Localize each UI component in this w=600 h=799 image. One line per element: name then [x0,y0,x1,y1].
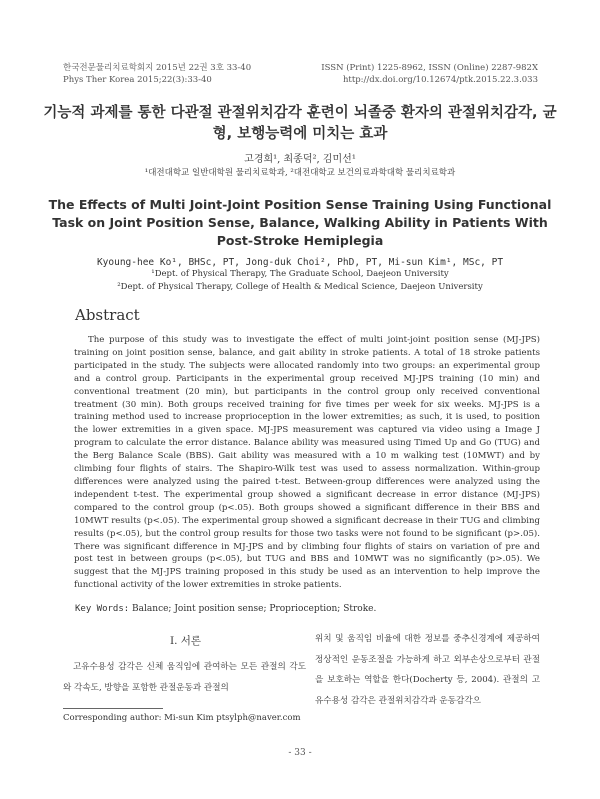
authors-korean: 고경희¹, 최종덕², 김미선¹ [244,154,356,165]
intro-right-column: 위치 및 움직임 비율에 대한 정보를 중추신경계에 제공하여 정상적인 운동조절을 가능하게 하고 외부손상으로부터 관절을 보호하는 역할을 한다(Docherty 등, 2004). 관절의 고유수용성 감각은 관절위치감각과 운동감각으 [315,634,540,706]
page-number: - 33 - [288,748,312,758]
footnote-divider [63,708,163,709]
journal-name-english: Phys Ther Korea 2015;22(3):33-40 [63,75,212,85]
keywords-text: Balance; Joint position sense; Proprioception; Stroke. [129,604,377,614]
affiliations-korean: ¹대전대학교 일반대학원 물리치료학과, ²대전대학교 보건의료과학대학 물리치료학과 [144,168,456,178]
journal-header-left [63,62,251,86]
keywords [75,604,376,614]
keywords-label: Key Words: [75,604,130,614]
affiliation-english-2: ²Dept. of Physical Therapy, College of Health & Medical Science, Daejeon University [117,282,483,292]
section-heading-introduction: Ⅰ. 서론 [169,635,202,647]
authors-english: Kyoung-hee Ko¹, BHSc, PT, Jong-duk Choi², PhD, PT, Mi-sun Kim¹, MSc, PT [96,257,504,268]
issn-info: ISSN (Print) 1225-8962, ISSN (Online) 2287-982X [321,63,538,73]
journal-header-right [321,62,538,86]
journal-name-korean: 한국전문물리치료학회지 2015년 22권 3호 33-40 [63,63,252,73]
title-english: The Effects of Multi Joint-Joint Position Sense Training Using Functional Task on Joint Position Sense, Balance, Walking Ability in Patients With Post-Stroke Hemiplegia [48,197,552,248]
corresponding-author: Corresponding author: Mi-sun Kim ptsylph@naver.com [63,713,301,723]
abstract-heading: Abstract [75,306,140,324]
abstract-body: The purpose of this study was to investigate the effect of multi joint-joint position sense (MJ-JPS) training on joint position sense, balance, and gait ability in stroke patients. A total of 18 stroke patients participated in the study. The subjects were allocated randomly into two groups: an experimental group and a control group. Participants in the experimental group received MJ-JPS training (10 min) and conventional treatment (20 min), but participants in the control group only received conventional treatment (30 min). Both groups received training for five times per week for six weeks. MJ-JPS is a training method used to increase proprioception in the lower extremities; as such, it is used, to position the lower extremities in a given space. MJ-JPS measurement was captured via video using a Image J program to calculate the error distance. Balance ability was measured using Timed Up and Go (TUG) and the Berg Balance Scale (BBS). Gait ability was measured with a 10 m walking test (10MWT) and by climbing four flights of stairs. The Shapiro-Wilk test was used to assess normalization. Within-group differences were analyzed using the paired t-test. Between-group differences were analyzed using the independent t-test. The experimental group showed a significant decrease in error distance (MJ-JPS) compared to the control group (p<.05). Both groups showed a significant difference in their BBS and 10MWT results (p<.05). The experimental group showed a significant decrease in their TUG and climbing results (p<.05), but the control group results for those two tasks were not found to be significant (p>.05). There was significant difference in MJ-JPS and by climbing four flights of stairs on variation of pre and post test in between groups (p<.05), but TUG and BBS and 10MWT was no significantly (p>.05). We suggest that the MJ-JPS training proposed in this study be used as an intervention to help improve the functional activity of the lower extremities in stroke patients. [74,335,540,591]
doi-link[interactable]: http://dx.doi.org/10.12674/ptk.2015.22.3.033 [342,75,538,85]
affiliation-english-1: ¹Dept. of Physical Therapy, The Graduate School, Daejeon University [151,269,449,279]
title-korean: 기능적 과제를 통한 다관절 관절위치감각 훈련이 뇌졸중 환자의 관절위치감각, 균형, 보행능력에 미치는 효과 [43,105,557,142]
intro-left-column: 고유수용성 감각은 신체 움직임에 관여하는 모든 관절의 각도와 각속도, 방향을 포함한 관절운동과 관절의 [63,662,306,693]
